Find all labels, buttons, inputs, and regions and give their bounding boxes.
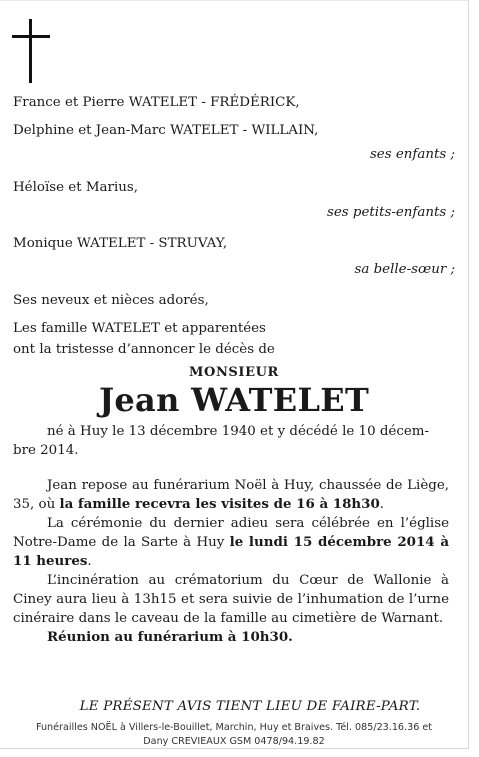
birth-death-line-2: bre 2014. [13,443,79,458]
notice-line: LE PRÉSENT AVIS TIENT LIEU DE FAIRE-PART. [79,699,421,714]
birth-death-paragraph [13,422,449,460]
reunion-info: Réunion au funérarium à 10h30. [47,629,293,645]
cremation-paragraph: L’incinération au crématorium du Cœur de Wallonie à Ciney aura lieu à 13h15 et sera suivie de l’inhumation de l’urne cinéraire dans le caveau de la famille au cimetière de Warnant. [13,573,449,626]
ceremony-period: . [87,554,92,569]
family-line-children-2: Delphine et Jean-Marc WATELET - WILLAIN, [13,123,319,138]
repose-period: . [379,497,385,512]
family-line-sister-in-law: Monique WATELET - STRUVAY, [13,236,228,251]
birth-death-line-1: né à Huy le 13 décembre 1940 et y décédé le 10 décem- [47,424,429,439]
family-line-nephews: Ses neveux et nièces adorés, [13,293,209,308]
ceremony-date: le lundi 15 décembre 2014 à 11 heures [13,534,449,569]
family-line-relatives: Les famille WATELET et apparentées [13,321,266,336]
cross-icon [12,19,50,83]
ceremony-text: La cérémonie du dernier adieu sera célébrée en l’église Notre-Dame de la Sarte à Huy [13,516,449,550]
family-line-grandchildren: Héloïse et Marius, [13,180,138,195]
reunion-paragraph [13,628,449,647]
repose-paragraph [13,476,449,514]
details-block [13,476,449,647]
repose-text: Jean repose au funérarium Noël à Huy, chaussée de Liège, 35, où [13,478,449,512]
funeral-home-info [0,721,468,749]
visits-info: la famille recevra les visites de 16 à 18h30 [59,496,380,512]
deceased-title: MONSIEUR [189,365,279,380]
announcement-line: ont la tristesse d’annoncer le décès de [13,342,275,357]
role-sister-in-law: sa belle-sœur ; [354,262,455,277]
funeral-home-line-2: Dany CREVIEAUX GSM 0478/94.19.82 [143,736,325,747]
role-children: ses enfants ; [369,147,455,162]
ceremony-paragraph [13,514,449,571]
role-grandchildren: ses petits-enfants ; [327,205,455,220]
family-line-children-1: France et Pierre WATELET - FRÉDÉRICK, [13,95,300,110]
funeral-home-line-1: Funérailles NOËL à Villers-le-Bouillet, Marchin, Huy et Braives. Tél. 085/23.16.36 et [35,722,433,733]
deceased-name: Jean WATELET [98,381,370,419]
